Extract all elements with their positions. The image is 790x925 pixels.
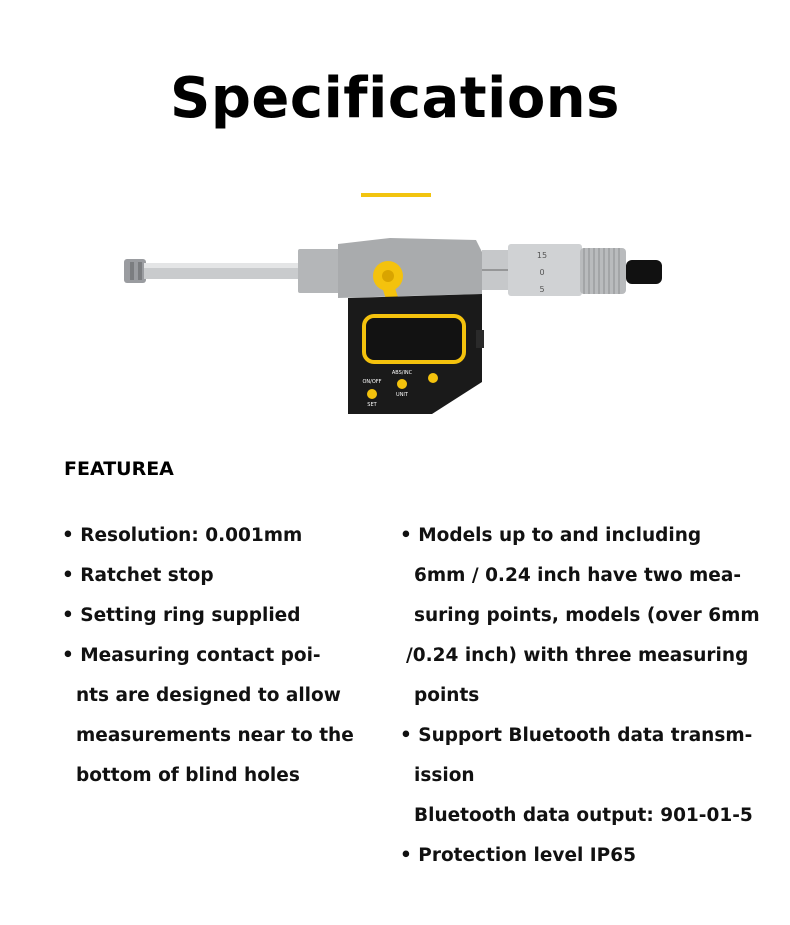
feature-line: nts are designed to allow	[76, 685, 341, 706]
feature-line: • Ratchet stop	[62, 565, 214, 586]
on-off-button	[367, 389, 377, 399]
feature-line: • Setting ring supplied	[62, 605, 301, 626]
power-button	[428, 373, 438, 383]
on-off-label: ON/OFF	[362, 379, 382, 385]
feature-line: points	[414, 685, 480, 706]
lcd-screen	[364, 316, 464, 362]
device-body	[338, 238, 482, 298]
feature-line: • Measuring contact poi-	[62, 645, 321, 666]
feature-line: • Models up to and including	[400, 525, 702, 546]
set-label: SET	[367, 402, 377, 408]
feature-line: 6mm / 0.24 inch have two mea-	[414, 565, 742, 586]
thimble-number: 15	[536, 251, 548, 260]
ratchet-knob	[626, 260, 662, 284]
probe-tip	[124, 259, 146, 283]
features-left-column	[62, 522, 354, 802]
feature-line: • Support Bluetooth data transm-	[400, 725, 753, 746]
features-heading: FEATUREA	[64, 458, 174, 480]
product-image	[110, 232, 680, 422]
feature-line: Bluetooth data output: 901-01-5	[414, 805, 753, 826]
feature-line: • Protection level IP65	[400, 845, 636, 866]
thimble-number: 5	[539, 285, 545, 294]
feature-line: ission	[414, 765, 475, 786]
feature-line: /0.24 inch) with three measuring	[406, 645, 749, 666]
title-accent-bar	[361, 193, 431, 197]
unit-label: UNIT	[396, 392, 408, 398]
feature-line: suring points, models (over 6mm	[414, 605, 760, 626]
feature-line: bottom of blind holes	[76, 765, 300, 786]
feature-line: • Resolution: 0.001mm	[62, 525, 303, 546]
thimble-number: 0	[539, 268, 545, 277]
features-right-column	[400, 522, 760, 882]
feature-line: measurements near to the	[76, 725, 354, 746]
unit-button	[397, 379, 407, 389]
abs-inc-label: ABS/INC	[391, 370, 413, 376]
page-title: Specifications	[170, 66, 620, 131]
collar	[298, 249, 340, 293]
